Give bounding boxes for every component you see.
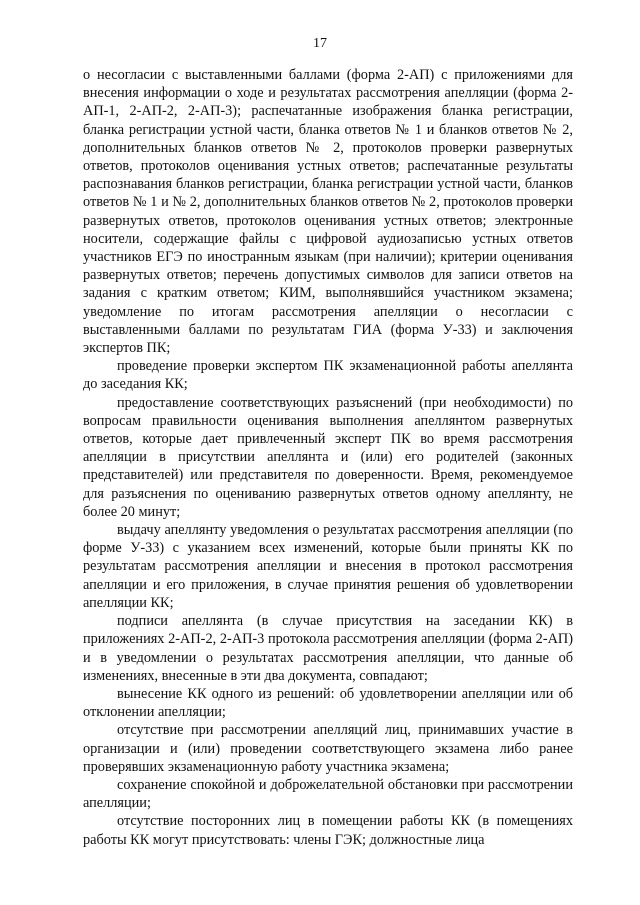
paragraph-calm-atmosphere: сохранение спокойной и доброжелательной обстановки при рассмотрении апелляции; bbox=[83, 776, 573, 812]
paragraph-signatures: подписи апеллянта (в случае присутствия на заседании КК) в приложениях 2-АП-2, 2-АП-3 протокола рассмотрения апелляции (форма 2-АП) и в уведомлении о результатах рассмотрения апелляции, что данные об изменениях, внесенные в эти два документа, совпадают; bbox=[83, 613, 573, 684]
paragraph-continuation: о несогласии с выставленными баллами (форма 2-АП) с приложениями для внесения информации о ходе и результатах рассмотрения апелляции (форма 2-АП-1, 2-АП-2, 2-АП-3); распечатанные изображения бланка регистрации, бланка регистрации устной части, бланка ответов № 1 и бланков ответов № 2, дополнительных бланков ответов № 2, протоколов проверки развернутых ответов, протоколов оценивания устных ответов; распечатанные результаты распознавания бланков регистрации, бланка регистрации устной части, бланков ответов № 1 и № 2, дополнительных бланков ответов № 2, протоколов проверки развернутых ответов, протоколов оценивания устных ответов; электронные носители, содержащие файлы с цифровой аудиозаписью устных ответов участников ЕГЭ по иностранным языкам (при наличии); критерии оценивания развернутых ответов; перечень допустимых символов для записи ответов на задания с кратким ответом; КИМ, выполнявшийся участником экзамена; уведомление по итогам рассмотрения апелляции о несогласии с выставленными баллами по результатам ГИА (форма У-33) и заключения экспертов ПК; bbox=[83, 67, 573, 357]
paragraph-no-outsiders: отсутствие посторонних лиц в помещении работы КК (в помещениях работы КК могут присутствовать: члены ГЭК; должностные лица bbox=[83, 813, 573, 848]
paragraph-notification: выдачу апеллянту уведомления о результатах рассмотрения апелляции (по форме У-33) с указанием всех изменений, которые были приняты КК по результатам рассмотрения апелляции и внесения в протокол рассмотрения апелляции и его приложения, в случае принятия решения об удовлетворении апелляции КК; bbox=[83, 522, 573, 611]
paragraph-absence-of-organizers: отсутствие при рассмотрении апелляций лиц, принимавших участие в организации и (или) проведении соответствующего экзамена либо ранее проверявших экзаменационную работу участника экзамена; bbox=[83, 722, 573, 775]
document-body bbox=[83, 66, 573, 849]
paragraph-explanations: предоставление соответствующих разъяснений (при необходимости) по вопросам правильности оценивания выполнения апеллянтом развернутых ответов, которые дает привлеченный эксперт ПК во время рассмотрения апелляции в присутствии апеллянта и (или) его родителей (законных представителей) или представителя по доверенности. Время, рекомендуемое для разъяснения по оцениванию развернутых ответов одному апеллянту, не более 20 минут; bbox=[83, 394, 573, 520]
paragraph-decision: вынесение КК одного из решений: об удовлетворении апелляции или об отклонении апелляции; bbox=[83, 685, 573, 721]
page-number: 17 bbox=[313, 36, 327, 51]
paragraph-expert-check: проведение проверки экспертом ПК экзаменационной работы апеллянта до заседания КК; bbox=[83, 358, 573, 393]
